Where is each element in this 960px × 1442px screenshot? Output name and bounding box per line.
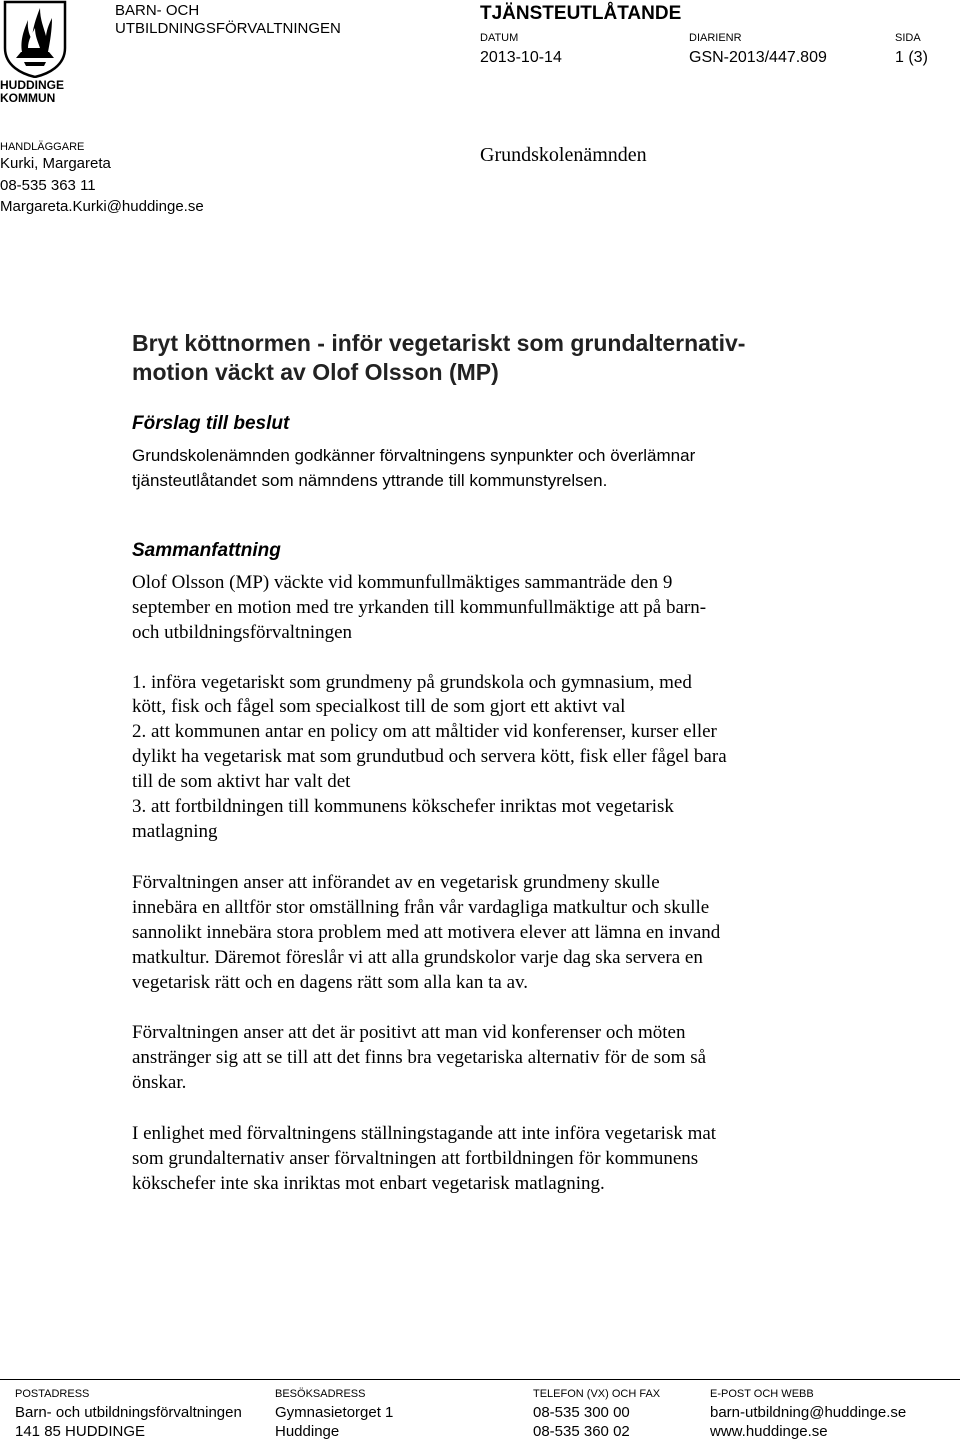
paragraph-2-line: önskar. xyxy=(132,1072,187,1093)
footer-postal-label: POSTADRESS xyxy=(15,1388,90,1400)
paragraph-1-line: matkultur. Däremot föreslår vi att alla grundskolor varje dag ska servera en xyxy=(132,947,703,968)
paragraph-3-line: I enlighet med förvaltningens ställningstagande att inte införa vegetarisk mat xyxy=(132,1123,717,1144)
paragraph-2-line: anstränger sig att se till att det finns bra vegetariska alternativ för de som så xyxy=(132,1047,707,1068)
summary-item-line: kött, fisk och fågel som specialkost till de som gjort ett aktivt val xyxy=(132,696,626,717)
summary-item-line: matlagning xyxy=(132,821,218,842)
summary-intro-line: Olof Olsson (MP) väckte vid kommunfullmäktiges sammanträde den 9 xyxy=(132,572,673,593)
huddinge-logo xyxy=(0,0,70,106)
footer-postal-line: Barn- och utbildningsförvaltningen xyxy=(15,1404,242,1421)
decision-heading: Förslag till beslut xyxy=(132,413,290,434)
footer-phone-label: TELEFON (VX) OCH FAX xyxy=(533,1388,661,1400)
paragraph-1-line: vegetarisk rätt och en dagens rätt som alla kan ta av. xyxy=(132,972,529,993)
summary-item-line: dylikt ha vegetarisk mat som grundutbud och servera kött, fisk eller fågel bara xyxy=(132,746,727,767)
handler-name: Kurki, Margareta xyxy=(0,155,111,172)
summary-heading: Sammanfattning xyxy=(132,540,281,561)
recipient: Grundskolenämnden xyxy=(480,144,647,166)
footer-web-link[interactable]: www.huddinge.se xyxy=(710,1423,828,1440)
paragraph-1-line: Förvaltningen anser att införandet av en vegetarisk grundmeny skulle xyxy=(132,872,660,893)
footer-phone-line: 08-535 360 02 xyxy=(533,1423,630,1440)
logo-text-line-2: KOMMUN xyxy=(0,91,56,105)
footer-postal-line: 141 85 HUDDINGE xyxy=(15,1423,146,1440)
paragraph-3-line: som grundalternativ anser förvaltningen att fortbildningen för kommunens xyxy=(132,1148,699,1169)
decision-line: Grundskolenämnden godkänner förvaltningens synpunkter och överlämnar xyxy=(132,446,696,465)
paragraph-1-line: innebära en alltför stor omställning från vår vardagliga matkultur och skulle xyxy=(132,897,710,918)
org-name-line-1: BARN- OCH xyxy=(115,2,200,19)
org-name-line-2: UTBILDNINGSFÖRVALTNINGEN xyxy=(115,20,341,37)
summary-item-line: till de som aktivt har valt det xyxy=(132,771,351,792)
document-type: TJÄNSTEUTLÅTANDE xyxy=(480,3,682,24)
footer-divider xyxy=(0,1379,960,1380)
summary-item-line: 1. införa vegetariskt som grundmeny på grundskola och gymnasium, med xyxy=(132,672,692,693)
ref-value: GSN-2013/447.809 xyxy=(689,49,827,66)
footer-email-link[interactable]: barn-utbildning@huddinge.se xyxy=(710,1404,907,1421)
handler-email: Margareta.Kurki@huddinge.se xyxy=(0,198,204,215)
footer-visit-label: BESÖKSADRESS xyxy=(275,1388,366,1400)
date-label: DATUM xyxy=(480,32,519,44)
date-value: 2013-10-14 xyxy=(480,49,562,66)
paragraph-1-line: sannolikt innebära stora problem med att motivera elever att lämna en invand xyxy=(132,922,721,943)
page-label: SIDA xyxy=(895,32,921,44)
footer-visit-line: Gymnasietorget 1 xyxy=(275,1404,394,1421)
summary-item-line: 2. att kommunen antar en policy om att måltider vid konferenser, kurser eller xyxy=(132,721,717,742)
summary-intro-line: september en motion med tre yrkanden till kommunfullmäktige att på barn- xyxy=(132,597,707,618)
footer-visit-line: Huddinge xyxy=(275,1423,340,1440)
paragraph-3-line: kökschefer inte ska inriktas mot enbart vegetarisk matlagning. xyxy=(132,1173,605,1194)
ref-label: DIARIENR xyxy=(689,32,742,44)
paragraph-2-line: Förvaltningen anser att det är positivt att man vid konferenser och möten xyxy=(132,1022,686,1043)
page-value: 1 (3) xyxy=(895,49,928,66)
document-title-line-2: motion väckt av Olof Olsson (MP) xyxy=(132,359,499,385)
footer-phone-line: 08-535 300 00 xyxy=(533,1404,630,1421)
footer-web-label: E-POST OCH WEBB xyxy=(710,1388,814,1400)
document-title-line-1: Bryt köttnormen - inför vegetariskt som grundalternativ- xyxy=(132,330,746,356)
summary-intro-line: och utbildningsförvaltningen xyxy=(132,622,353,643)
summary-item-line: 3. att fortbildningen till kommunens kökschefer inriktas mot vegetarisk xyxy=(132,796,674,817)
handler-label: HANDLÄGGARE xyxy=(0,141,85,153)
handler-phone: 08-535 363 11 xyxy=(0,177,96,194)
coat-of-arms-icon xyxy=(2,0,68,78)
decision-line: tjänsteutlåtandet som nämndens yttrande till kommunstyrelsen. xyxy=(132,471,608,490)
logo-text-line-1: HUDDINGE xyxy=(0,78,65,92)
